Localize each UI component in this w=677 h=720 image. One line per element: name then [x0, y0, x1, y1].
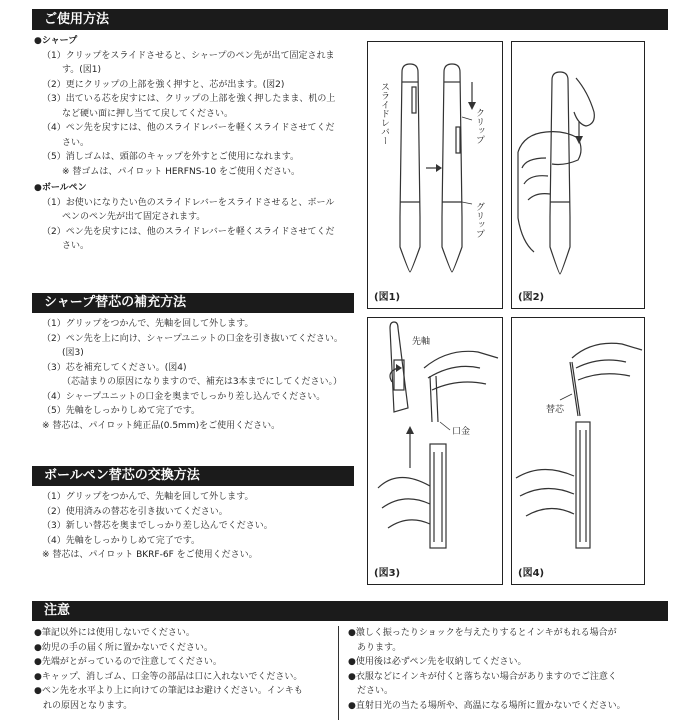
caution-item: れの原因となります。 [43, 700, 133, 711]
refill-lead-item: （4）シャープユニットの口金を奥までしっかり差し込んでください。 [42, 391, 326, 402]
refill-lead-item: (図3) [62, 348, 84, 358]
refill-ball-note: ※ 替芯は、パイロット BKRF-6F をご使用ください。 [42, 550, 258, 560]
figure-4-label: (図4) [518, 568, 545, 579]
label-front-shaft: 先軸 [412, 337, 431, 347]
caution-item: ●衣服などにインキが付くと落ちない場合がありますのでご注意く [348, 671, 617, 682]
caution-item: ださい。 [357, 686, 394, 696]
section-caution-header [32, 601, 668, 621]
sharp-note: ※ 替ゴムは、パイロット HERFNS-10 をご使用ください。 [62, 166, 300, 177]
figure-4-panel [511, 317, 645, 585]
sharp-item: （2）更にクリップの上部を強く押すと、芯が出ます。(図2) [42, 79, 285, 90]
figure-4-drawing [512, 318, 643, 558]
sharp-item: （5）消しゴムは、頭部のキャップを外すとご使用になれます。 [42, 152, 300, 162]
refill-ball-item: （4）先軸をしっかりしめて完了です。 [42, 535, 201, 546]
caution-right-column [348, 626, 668, 713]
ball-heading: ●ボールペン [34, 183, 87, 193]
ball-item: （1）お使いになりたい色のスライドレバーをスライドさせると、ボール [42, 197, 335, 208]
caution-item: ●幼児の手の届く所に置かないでください。 [34, 642, 213, 653]
label-lead: 替芯 [546, 405, 565, 415]
caution-item: ●使用後は必ずペン先を収納してください。 [348, 657, 527, 667]
figure-1-panel [367, 41, 503, 309]
caution-item: ●激しく振ったりショックを与えたりするとインキがもれる場合が [348, 628, 617, 638]
refill-lead-item: （3）芯を補充してください。(図4) [42, 362, 187, 373]
refill-ball-text-block [34, 490, 356, 563]
figure-3-drawing [368, 318, 501, 558]
ball-item: ペンのペン先が出て固定されます。 [62, 212, 206, 222]
figure-1-drawing [368, 42, 501, 282]
section-refill-lead-header [32, 293, 354, 313]
sharp-item: （3）出ている芯を戻すには、クリップの上部を強く押したまま、机の上 [42, 94, 336, 104]
sharp-heading: ●シャープ [34, 36, 78, 46]
ball-item: さい。 [62, 241, 90, 251]
caution-item: ●先端がとがっているので注意してください。 [34, 657, 222, 667]
label-grip: グリップ [474, 202, 484, 238]
figure-3-label: (図3) [374, 568, 401, 579]
ball-item: （2）ペン先を戻すには、他のスライドレバーを軽くスライドさせてくだ [42, 226, 335, 237]
label-slide-lever: スライドレバー [379, 82, 389, 145]
usage-text-block [34, 34, 356, 254]
figure-3-panel [367, 317, 503, 585]
figure-1-label: (図1) [374, 292, 401, 303]
refill-ball-item: （3）新しい替芯を奥までしっかり差し込んでください。 [42, 521, 273, 531]
caution-item: ●直射日光の当たる場所や、高温になる場所に置かないでください。 [348, 700, 626, 711]
caution-item: ●ペン先を水平より上に向けての筆記はお避けください。インキも [34, 686, 303, 696]
refill-lead-note: ※ 替芯は、パイロット純正品(0.5mm)をご使用ください。 [42, 420, 281, 431]
refill-ball-item: （1）グリップをつかんで、先軸を回して外します。 [42, 492, 254, 502]
refill-lead-text-block [34, 317, 356, 433]
figure-2-label: (図2) [518, 292, 545, 303]
refill-lead-item: （芯詰まりの原因になりますので、補充は3本までにしてください。） [62, 377, 343, 387]
section-refill-ball-header [32, 466, 354, 486]
section-usage-header [32, 9, 668, 30]
label-clip: クリップ [474, 108, 484, 144]
section-caution-title: 注意 [44, 603, 71, 618]
sharp-item: す。(図1) [62, 65, 102, 75]
section-refill-ball-title: ボールペン替芯の交換方法 [44, 468, 200, 483]
label-ferrule: 口金 [452, 427, 471, 437]
refill-ball-item: （2）使用済みの替芯を引き抜いてください。 [42, 506, 228, 517]
caution-left-column [34, 626, 334, 713]
caution-item: あります。 [357, 642, 402, 653]
refill-lead-item: （2）ペン先を上に向け、シャープユニットの口金を引き抜いてください。 [42, 333, 343, 344]
refill-lead-item: （5）先軸をしっかりしめて完了です。 [42, 406, 201, 416]
sharp-item: （1）クリップをスライドさせると、シャープのペン先が出て固定されま [42, 50, 335, 61]
figure-2-panel [511, 41, 645, 309]
caution-item: ●筆記以外には使用しないでください。 [34, 628, 195, 638]
sharp-item: （4）ペン先を戻すには、他のスライドレバーを軽くスライドさせてくだ [42, 123, 335, 133]
refill-lead-item: （1）グリップをつかんで、先軸を回して外します。 [42, 319, 254, 329]
sharp-item: さい。 [62, 137, 90, 148]
sharp-item: など硬い面に押し当てて戻してください。 [62, 108, 234, 119]
caution-item: ●キャップ、消しゴム、口金等の部品は口に入れないでください。 [34, 671, 303, 682]
section-usage-title: ご使用方法 [44, 12, 110, 27]
caution-divider [338, 626, 339, 720]
figure-2-drawing [512, 42, 643, 282]
section-refill-lead-title: シャープ替芯の補充方法 [44, 295, 187, 310]
